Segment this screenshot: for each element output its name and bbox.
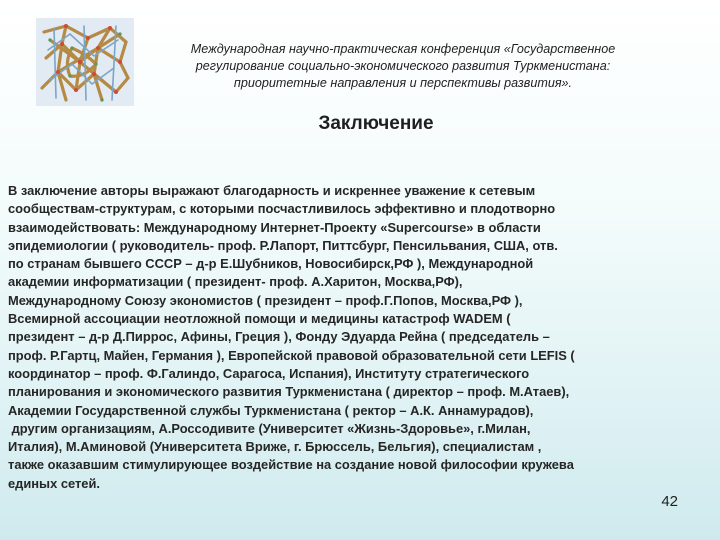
- conference-title-line: приоритетные направления и перспективы развития».: [233, 76, 573, 90]
- text-line: по странам бывшего СССР – д-р Е.Шубников, Новосибирск,РФ ), Международной: [8, 256, 534, 272]
- text-line: В заключение авторы выражают благодарность и искреннее уважение к сетевым: [8, 183, 536, 198]
- text-line: сообществам-структурам, с которыми посчастливилось эффективно и плодотворно: [8, 201, 556, 217]
- text-line: Академии Государственной службы Туркменистана ( ректор – А.К. Аннамурадов),: [8, 402, 534, 418]
- text-line: координатор – проф. Ф.Галиндо, Сарагоса, Испания), Институту стратегического: [8, 365, 530, 381]
- page-number: 42: [661, 493, 678, 510]
- conclusion-text: [8, 182, 714, 493]
- text-line: академии информатизации ( президент- проф. А.Харитон, Москва,РФ),: [8, 274, 463, 290]
- text-line: другим организациям, А.Россодивите (Университет «Жизнь-Здоровье», г.Милан,: [8, 420, 531, 436]
- text-line: президент – д-р Д.Пиррос, Афины, Греция ), Фонду Эдуарда Рейна ( председатель –: [8, 329, 550, 345]
- conference-title-line: регулирование социально-экономического развития Туркменистана:: [195, 59, 611, 73]
- text-line: проф. Р.Гартц, Майен, Германия ), Европейской правовой образовательной сети LEFIS (: [8, 347, 575, 363]
- slide-title: Заключение: [318, 113, 434, 134]
- text-line: планирования и экономического развития Туркменистана ( директор – проф. М.Атаев),: [8, 384, 570, 400]
- text-line: эпидемиологии ( руководитель- проф. Р.Лапорт, Питтсбург, Пенсильвания, США, отв.: [8, 237, 558, 253]
- text-line: взаимодействовать: Международному Интернет-Проекту «Supercourse» в области: [8, 219, 541, 235]
- text-line: Международному Союзу экономистов ( президент – проф.Г.Попов, Москва,РФ ),: [8, 292, 523, 308]
- text-line: единых сетей.: [8, 475, 100, 491]
- text-line: Италия), М.Аминовой (Университета Вриже, г. Брюссель, Бельгия), специалистам ,: [8, 439, 542, 455]
- text-line: также оказавшим стимулирующее воздействие на создание новой философии кружева: [8, 457, 574, 473]
- conference-title-line: Международная научно-практическая конференция «Государственное: [190, 42, 616, 56]
- conference-title: [148, 41, 658, 92]
- lace-network-logo: [36, 18, 134, 106]
- text-line: Всемирной ассоциации неотложной помощи и медицины катастроф WADEM (: [8, 311, 511, 327]
